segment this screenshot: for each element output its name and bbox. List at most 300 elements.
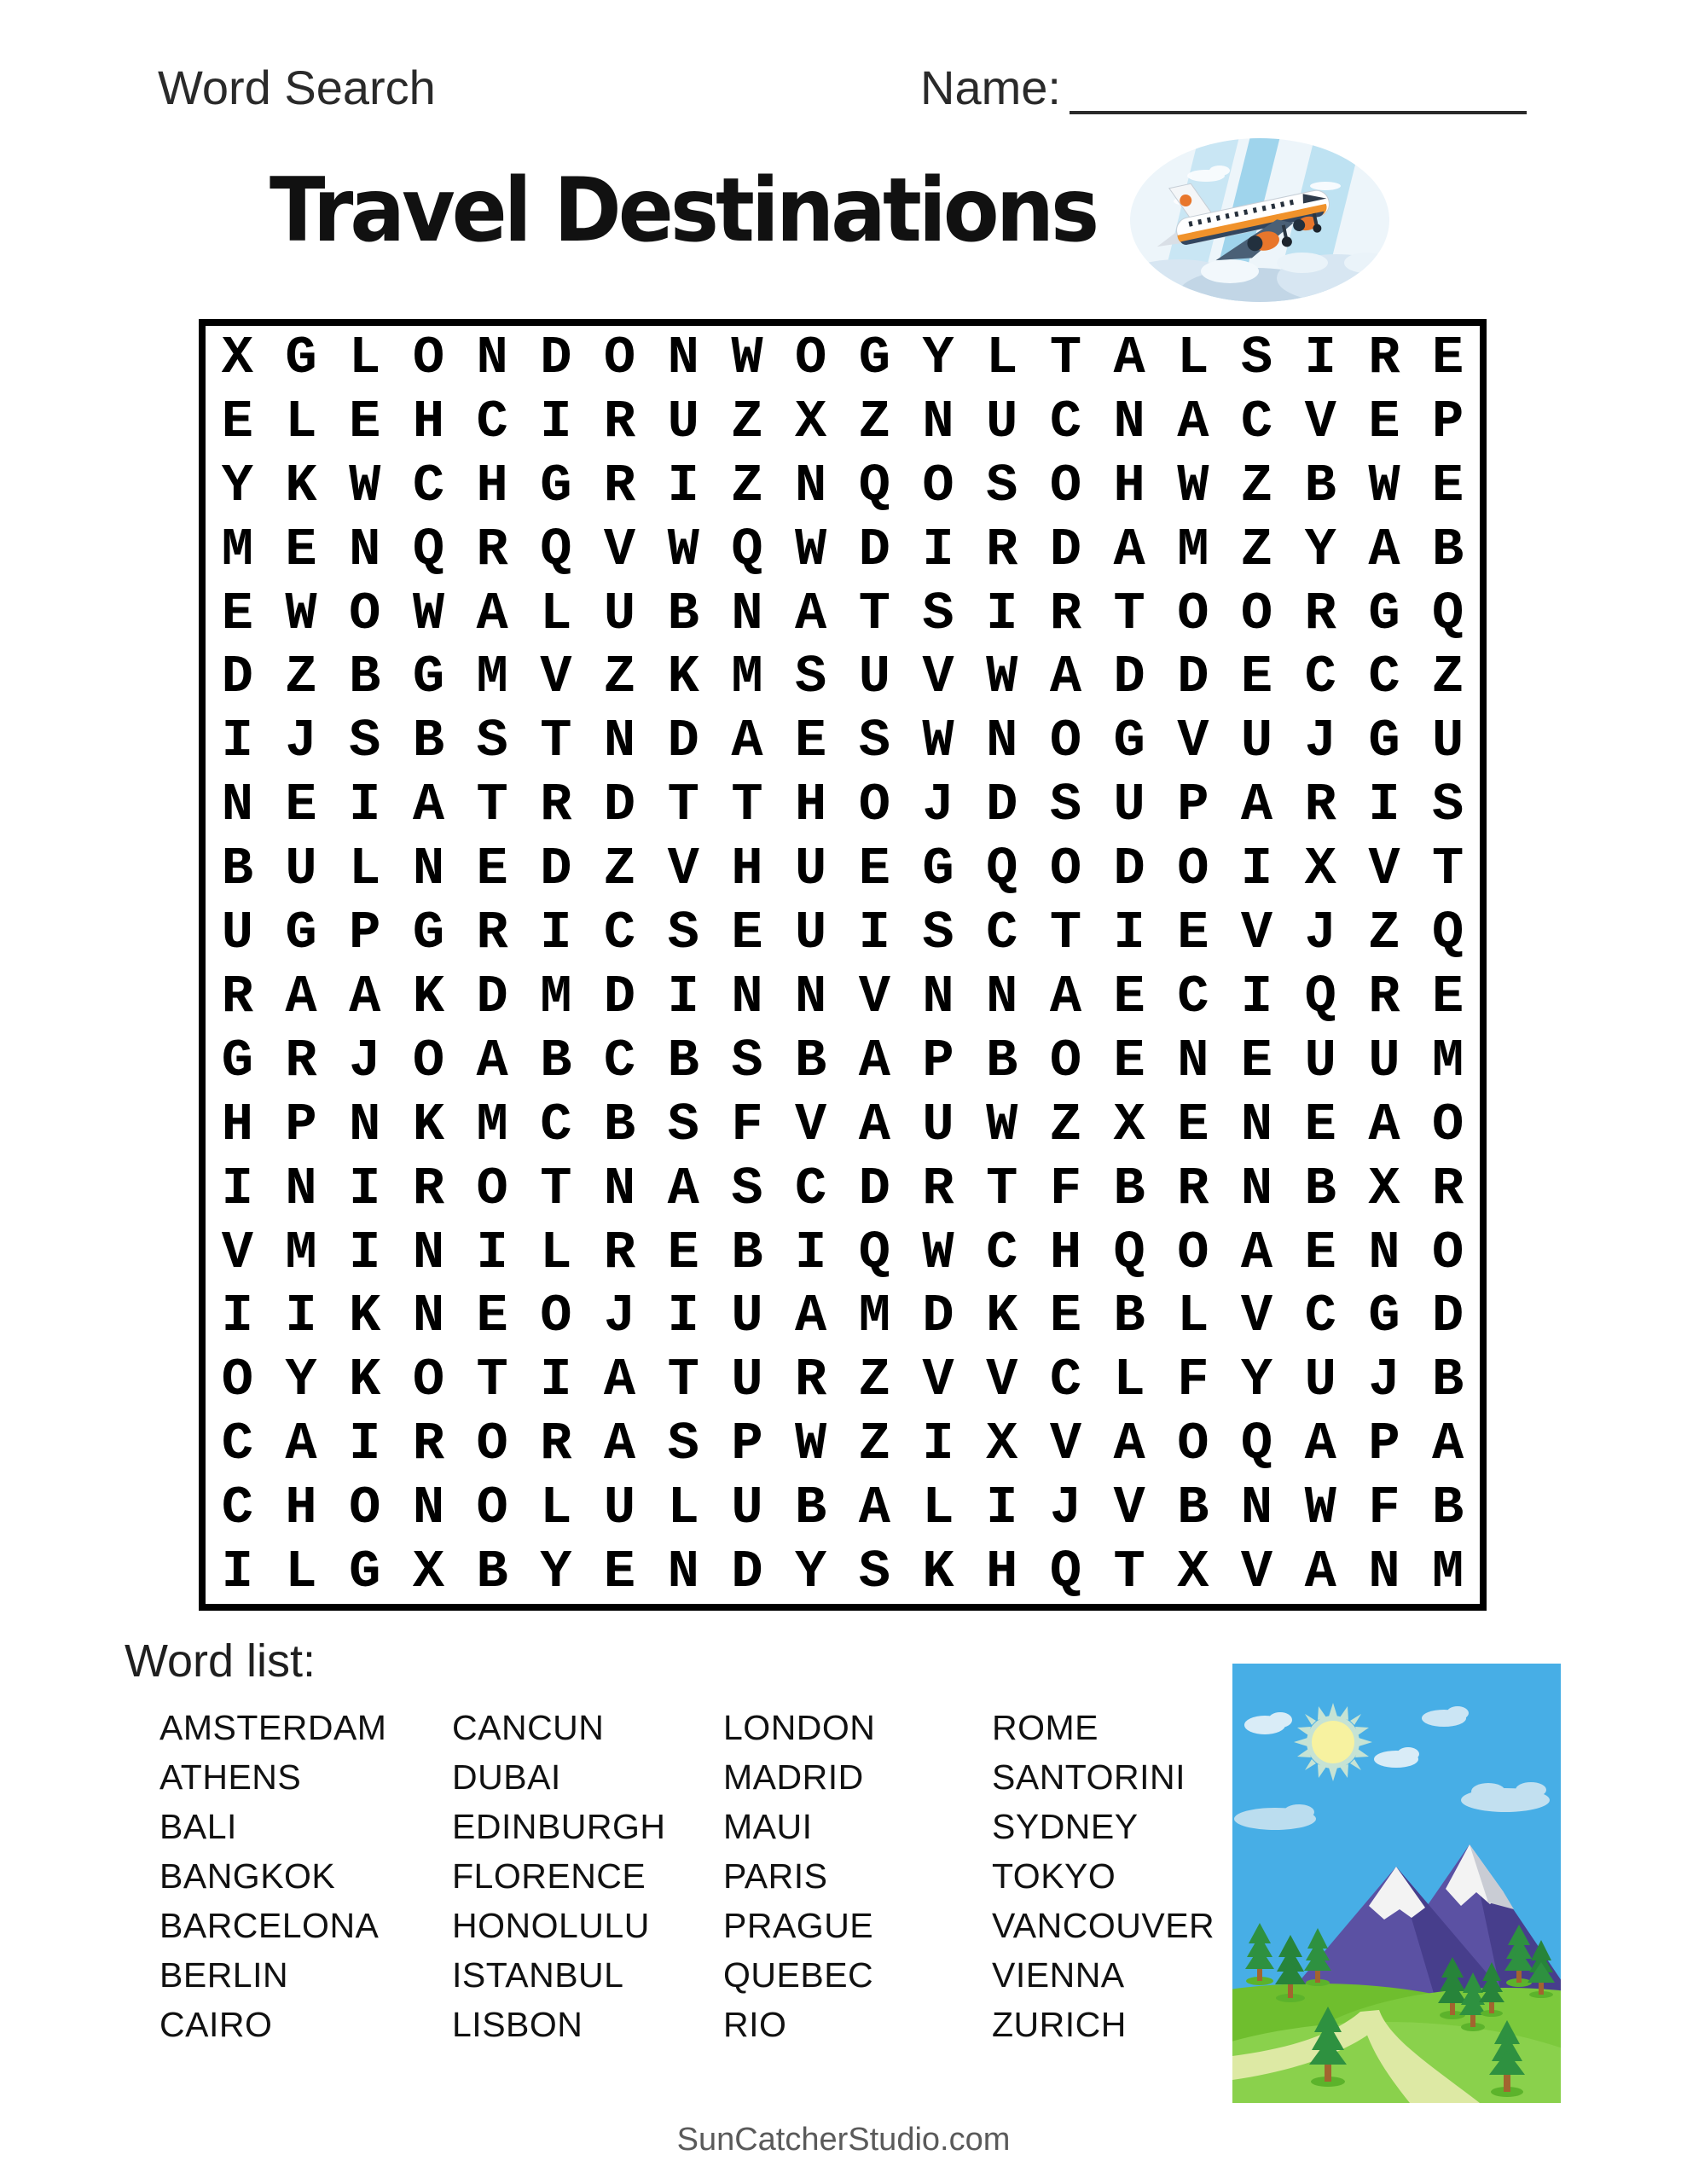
grid-cell-r15c19: N (1368, 1222, 1400, 1283)
grid-cell-r2c15: N (1113, 391, 1145, 452)
grid-cell-r19c5: O (476, 1478, 508, 1539)
grid-cell-r6c18: C (1304, 647, 1336, 708)
grid-cell-r6c20: Z (1432, 647, 1464, 708)
grid-cell-r6c17: E (1240, 647, 1273, 708)
grid-cell-r7c11: S (858, 711, 890, 772)
grid-cell-r16c12: D (922, 1286, 954, 1347)
grid-cell-r19c18: W (1304, 1478, 1336, 1539)
grid-cell-r18c12: I (922, 1414, 954, 1475)
grid-cell-r15c2: M (285, 1222, 317, 1283)
grid-cell-r13c11: A (858, 1094, 890, 1155)
grid-cell-r1c19: R (1368, 327, 1400, 388)
grid-cell-r8c11: O (858, 775, 890, 836)
word-item: CAIRO (159, 2005, 273, 2044)
word-item: EDINBURGH (452, 1807, 666, 1846)
grid-cell-r3c5: H (476, 455, 508, 516)
letter-grid (206, 326, 1480, 1604)
grid-cell-r3c4: C (412, 455, 445, 516)
grid-cell-r9c20: T (1432, 839, 1464, 900)
grid-cell-r7c13: N (986, 711, 1018, 772)
grid-cell-r3c16: W (1177, 455, 1209, 516)
grid-cell-r17c2: Y (285, 1350, 317, 1411)
grid-cell-r5c9: N (731, 583, 763, 644)
grid-cell-r20c16: X (1177, 1542, 1209, 1603)
grid-cell-r16c11: M (858, 1286, 890, 1347)
grid-cell-r11c20: E (1432, 966, 1464, 1027)
word-item: VIENNA (992, 1955, 1125, 1995)
word-item: VANCOUVER (992, 1906, 1215, 1945)
grid-cell-r10c9: E (731, 903, 763, 964)
grid-cell-r13c3: N (349, 1094, 381, 1155)
grid-cell-r12c9: S (731, 1030, 763, 1091)
grid-cell-r11c11: V (858, 966, 890, 1027)
grid-cell-r5c4: W (412, 583, 445, 644)
grid-cell-r11c5: D (476, 966, 508, 1027)
word-item: MAUI (723, 1807, 813, 1846)
grid-cell-r16c19: G (1368, 1286, 1400, 1347)
grid-cell-r20c12: K (922, 1542, 954, 1603)
grid-cell-r2c3: E (349, 391, 381, 452)
grid-cell-r7c2: J (285, 711, 317, 772)
grid-cell-r12c10: B (795, 1030, 827, 1091)
grid-cell-r18c4: R (412, 1414, 445, 1475)
grid-cell-r11c10: N (795, 966, 827, 1027)
grid-cell-r8c6: R (540, 775, 572, 836)
grid-cell-r20c15: T (1113, 1542, 1145, 1603)
grid-cell-r16c8: I (667, 1286, 699, 1347)
grid-cell-r14c12: R (922, 1158, 954, 1219)
grid-cell-r6c6: V (540, 647, 572, 708)
grid-cell-r3c17: Z (1240, 455, 1273, 516)
grid-cell-r4c13: R (986, 519, 1018, 580)
grid-cell-r3c12: O (922, 455, 954, 516)
grid-cell-r11c6: M (540, 966, 572, 1027)
grid-cell-r6c7: Z (603, 647, 636, 708)
grid-cell-r11c13: N (986, 966, 1018, 1027)
grid-cell-r6c12: V (922, 647, 954, 708)
grid-cell-r9c15: D (1113, 839, 1145, 900)
grid-cell-r5c1: E (221, 583, 253, 644)
grid-cell-r14c3: I (349, 1158, 381, 1219)
grid-cell-r7c10: E (795, 711, 827, 772)
grid-cell-r16c10: A (795, 1286, 827, 1347)
grid-cell-r9c8: V (667, 839, 699, 900)
grid-cell-r9c5: E (476, 839, 508, 900)
grid-cell-r5c8: B (667, 583, 699, 644)
grid-cell-r3c19: W (1368, 455, 1400, 516)
grid-cell-r9c19: V (1368, 839, 1400, 900)
grid-cell-r6c13: W (986, 647, 1018, 708)
grid-cell-r12c1: G (221, 1030, 253, 1091)
grid-cell-r16c6: O (540, 1286, 572, 1347)
worksheet-type-label: Word Search (158, 61, 436, 114)
grid-cell-r11c9: N (731, 966, 763, 1027)
grid-cell-r11c3: A (349, 966, 381, 1027)
grid-cell-r20c13: H (986, 1542, 1018, 1603)
grid-cell-r20c8: N (667, 1542, 699, 1603)
grid-cell-r12c20: M (1432, 1030, 1464, 1091)
grid-cell-r18c6: R (540, 1414, 572, 1475)
word-item: ATHENS (159, 1757, 302, 1797)
grid-cell-r10c18: J (1304, 903, 1336, 964)
grid-cell-r3c1: Y (221, 455, 253, 516)
grid-cell-r20c5: B (476, 1542, 508, 1603)
grid-cell-r7c16: V (1177, 711, 1209, 772)
grid-cell-r3c2: K (285, 455, 317, 516)
grid-cell-r4c12: I (922, 519, 954, 580)
grid-cell-r7c1: I (221, 711, 253, 772)
grid-cell-r15c20: O (1432, 1222, 1464, 1283)
grid-cell-r20c3: G (349, 1542, 381, 1603)
grid-cell-r4c4: Q (412, 519, 445, 580)
grid-cell-r20c9: D (731, 1542, 763, 1603)
word-column (723, 1703, 875, 2049)
grid-cell-r14c4: R (412, 1158, 445, 1219)
grid-cell-r13c2: P (285, 1094, 317, 1155)
grid-cell-r4c11: D (858, 519, 890, 580)
word-item: AMSTERDAM (159, 1708, 387, 1747)
word-item: BERLIN (159, 1955, 289, 1995)
grid-cell-r17c5: T (476, 1350, 508, 1411)
grid-cell-r2c16: A (1177, 391, 1209, 452)
grid-cell-r13c19: A (1368, 1094, 1400, 1155)
grid-cell-r5c16: O (1177, 583, 1209, 644)
grid-cell-r18c13: X (986, 1414, 1018, 1475)
word-column (159, 1703, 386, 2049)
grid-cell-r17c3: K (349, 1350, 381, 1411)
word-item: SYDNEY (992, 1807, 1139, 1846)
grid-cell-r16c15: B (1113, 1286, 1145, 1347)
grid-cell-r6c1: D (221, 647, 253, 708)
grid-cell-r1c16: L (1177, 327, 1209, 388)
grid-cell-r13c14: Z (1049, 1094, 1082, 1155)
grid-cell-r3c9: Z (731, 455, 763, 516)
grid-cell-r5c10: A (795, 583, 827, 644)
grid-cell-r9c13: Q (986, 839, 1018, 900)
grid-cell-r13c5: M (476, 1094, 508, 1155)
grid-cell-r4c9: Q (731, 519, 763, 580)
grid-cell-r18c3: I (349, 1414, 381, 1475)
grid-cell-r16c4: N (412, 1286, 445, 1347)
grid-cell-r18c10: W (795, 1414, 827, 1475)
grid-cell-r5c7: U (603, 583, 636, 644)
grid-cell-r10c1: U (221, 903, 253, 964)
grid-cell-r2c18: V (1304, 391, 1336, 452)
grid-cell-r8c14: S (1049, 775, 1082, 836)
grid-cell-r11c12: N (922, 966, 954, 1027)
grid-cell-r14c11: D (858, 1158, 890, 1219)
grid-cell-r4c19: A (1368, 519, 1400, 580)
grid-cell-r20c1: I (221, 1542, 253, 1603)
grid-cell-r19c1: C (221, 1478, 253, 1539)
grid-cell-r6c19: C (1368, 647, 1400, 708)
grid-cell-r5c14: R (1049, 583, 1082, 644)
grid-cell-r11c8: I (667, 966, 699, 1027)
grid-cell-r19c13: I (986, 1478, 1018, 1539)
grid-cell-r7c4: B (412, 711, 445, 772)
grid-cell-r14c13: T (986, 1158, 1018, 1219)
grid-cell-r16c14: E (1049, 1286, 1082, 1347)
grid-cell-r16c1: I (221, 1286, 253, 1347)
grid-cell-r5c11: T (858, 583, 890, 644)
grid-cell-r6c11: U (858, 647, 890, 708)
grid-cell-r2c6: I (540, 391, 572, 452)
grid-cell-r9c7: Z (603, 839, 636, 900)
grid-cell-r15c17: A (1240, 1222, 1273, 1283)
grid-cell-r19c20: B (1432, 1478, 1464, 1539)
grid-cell-r14c14: F (1049, 1158, 1082, 1219)
grid-cell-r7c5: S (476, 711, 508, 772)
grid-cell-r3c10: N (795, 455, 827, 516)
grid-cell-r20c11: S (858, 1542, 890, 1603)
grid-cell-r2c7: R (603, 391, 636, 452)
grid-cell-r6c5: M (476, 647, 508, 708)
grid-cell-r17c11: Z (858, 1350, 890, 1411)
grid-cell-r14c6: T (540, 1158, 572, 1219)
grid-cell-r8c9: T (731, 775, 763, 836)
grid-cell-r13c12: U (922, 1094, 954, 1155)
grid-cell-r18c7: A (603, 1414, 636, 1475)
grid-cell-r8c12: J (922, 775, 954, 836)
grid-cell-r17c7: A (603, 1350, 636, 1411)
grid-cell-r12c3: J (349, 1030, 381, 1091)
sun-icon (1294, 1703, 1372, 1781)
grid-cell-r2c19: E (1368, 391, 1400, 452)
grid-cell-r13c7: B (603, 1094, 636, 1155)
name-label: Name: (920, 61, 1061, 114)
grid-cell-r12c17: E (1240, 1030, 1273, 1091)
grid-cell-r13c13: W (986, 1094, 1018, 1155)
grid-cell-r19c8: L (667, 1478, 699, 1539)
grid-cell-r4c16: M (1177, 519, 1209, 580)
grid-cell-r8c17: A (1240, 775, 1273, 836)
grid-cell-r9c11: E (858, 839, 890, 900)
grid-cell-r15c12: W (922, 1222, 954, 1283)
grid-cell-r5c3: O (349, 583, 381, 644)
grid-cell-r5c12: S (922, 583, 954, 644)
grid-cell-r4c7: V (603, 519, 636, 580)
grid-cell-r18c20: A (1432, 1414, 1464, 1475)
grid-cell-r10c4: G (412, 903, 445, 964)
grid-cell-r17c9: U (731, 1350, 763, 1411)
grid-cell-r4c5: R (476, 519, 508, 580)
grid-cell-r15c15: Q (1113, 1222, 1145, 1283)
grid-cell-r15c8: E (667, 1222, 699, 1283)
name-blank-line (1070, 111, 1527, 114)
grid-cell-r7c6: T (540, 711, 572, 772)
word-item: DUBAI (452, 1757, 561, 1797)
grid-cell-r15c10: I (795, 1222, 827, 1283)
grid-cell-r7c7: N (603, 711, 636, 772)
grid-cell-r16c16: L (1177, 1286, 1209, 1347)
grid-cell-r10c17: V (1240, 903, 1273, 964)
grid-cell-r1c20: E (1432, 327, 1464, 388)
grid-cell-r19c9: U (731, 1478, 763, 1539)
grid-cell-r14c10: C (795, 1158, 827, 1219)
grid-cell-r18c1: C (221, 1414, 253, 1475)
grid-cell-r17c20: B (1432, 1350, 1464, 1411)
grid-cell-r2c9: Z (731, 391, 763, 452)
grid-cell-r6c9: M (731, 647, 763, 708)
grid-cell-r7c12: W (922, 711, 954, 772)
grid-cell-r7c3: S (349, 711, 381, 772)
grid-cell-r11c18: Q (1304, 966, 1336, 1027)
grid-cell-r2c20: P (1432, 391, 1464, 452)
grid-cell-r12c6: B (540, 1030, 572, 1091)
grid-cell-r10c15: I (1113, 903, 1145, 964)
grid-cell-r11c14: A (1049, 966, 1082, 1027)
grid-cell-r10c20: Q (1432, 903, 1464, 964)
grid-cell-r3c15: H (1113, 455, 1145, 516)
grid-cell-r4c18: Y (1304, 519, 1336, 580)
grid-cell-r12c11: A (858, 1030, 890, 1091)
airplane-illustration (1128, 135, 1392, 305)
grid-cell-r17c14: C (1049, 1350, 1082, 1411)
grid-cell-r15c14: H (1049, 1222, 1082, 1283)
grid-cell-r1c2: G (285, 327, 317, 388)
grid-cell-r12c7: C (603, 1030, 636, 1091)
grid-cell-r7c19: G (1368, 711, 1400, 772)
grid-cell-r4c8: W (667, 519, 699, 580)
grid-cell-r4c20: B (1432, 519, 1464, 580)
word-item: CANCUN (452, 1708, 605, 1747)
grid-cell-r10c6: I (540, 903, 572, 964)
grid-cell-r1c7: O (603, 327, 636, 388)
word-item: ROME (992, 1708, 1099, 1747)
grid-cell-r16c2: I (285, 1286, 317, 1347)
grid-cell-r18c15: A (1113, 1414, 1145, 1475)
grid-cell-r9c3: L (349, 839, 381, 900)
grid-cell-r3c8: I (667, 455, 699, 516)
grid-cell-r15c9: B (731, 1222, 763, 1283)
grid-cell-r8c2: E (285, 775, 317, 836)
grid-cell-r15c7: R (603, 1222, 636, 1283)
grid-cell-r8c13: D (986, 775, 1018, 836)
grid-cell-r12c12: P (922, 1030, 954, 1091)
word-item: BARCELONA (159, 1906, 380, 1945)
grid-cell-r8c16: P (1177, 775, 1209, 836)
grid-cell-r13c15: X (1113, 1094, 1145, 1155)
grid-cell-r2c12: N (922, 391, 954, 452)
word-item: SANTORINI (992, 1757, 1186, 1797)
grid-cell-r2c11: Z (858, 391, 890, 452)
grid-cell-r10c2: G (285, 903, 317, 964)
grid-cell-r16c7: J (603, 1286, 636, 1347)
grid-cell-r3c20: E (1432, 455, 1464, 516)
grid-cell-r6c8: K (667, 647, 699, 708)
grid-cell-r1c6: D (540, 327, 572, 388)
grid-cell-r19c4: N (412, 1478, 445, 1539)
grid-cell-r1c15: A (1113, 327, 1145, 388)
grid-cell-r9c1: B (221, 839, 253, 900)
grid-cell-r16c13: K (986, 1286, 1018, 1347)
grid-cell-r4c14: D (1049, 519, 1082, 580)
grid-cell-r9c4: N (412, 839, 445, 900)
word-item: ISTANBUL (452, 1955, 624, 1995)
grid-cell-r11c2: A (285, 966, 317, 1027)
grid-cell-r16c3: K (349, 1286, 381, 1347)
grid-cell-r2c10: X (795, 391, 827, 452)
grid-cell-r17c18: U (1304, 1350, 1336, 1411)
grid-cell-r2c1: E (221, 391, 253, 452)
word-item: BALI (159, 1807, 237, 1846)
grid-cell-r6c3: B (349, 647, 381, 708)
grid-cell-r8c3: I (349, 775, 381, 836)
grid-cell-r18c17: Q (1240, 1414, 1273, 1475)
grid-cell-r17c1: O (221, 1350, 253, 1411)
grid-cell-r18c11: Z (858, 1414, 890, 1475)
word-item: PARIS (723, 1856, 828, 1896)
grid-cell-r13c8: S (667, 1094, 699, 1155)
grid-cell-r8c10: H (795, 775, 827, 836)
grid-cell-r1c12: Y (922, 327, 954, 388)
grid-cell-r4c15: A (1113, 519, 1145, 580)
word-item: RIO (723, 2005, 787, 2044)
word-item: TOKYO (992, 1856, 1116, 1896)
grid-cell-r9c17: I (1240, 839, 1273, 900)
grid-cell-r1c11: G (858, 327, 890, 388)
grid-cell-r8c1: N (221, 775, 253, 836)
grid-cell-r1c3: L (349, 327, 381, 388)
grid-cell-r1c1: X (221, 327, 253, 388)
grid-cell-r13c20: O (1432, 1094, 1464, 1155)
puzzle-title: Travel Destinations (270, 159, 1097, 262)
grid-cell-r1c17: S (1240, 327, 1273, 388)
grid-cell-r15c6: L (540, 1222, 572, 1283)
word-item: LONDON (723, 1708, 876, 1747)
grid-cell-r7c9: A (731, 711, 763, 772)
grid-cell-r17c8: T (667, 1350, 699, 1411)
grid-cell-r10c7: C (603, 903, 636, 964)
grid-cell-r10c12: S (922, 903, 954, 964)
grid-cell-r13c17: N (1240, 1094, 1273, 1155)
grid-cell-r2c13: U (986, 391, 1018, 452)
word-item: FLORENCE (452, 1856, 646, 1896)
grid-cell-r18c18: A (1304, 1414, 1336, 1475)
grid-cell-r10c10: U (795, 903, 827, 964)
landscape-icon (1232, 1664, 1561, 2103)
grid-cell-r5c15: T (1113, 583, 1145, 644)
grid-cell-r20c18: A (1304, 1542, 1336, 1603)
grid-cell-r15c11: Q (858, 1222, 890, 1283)
grid-cell-r2c14: C (1049, 391, 1082, 452)
grid-cell-r12c16: N (1177, 1030, 1209, 1091)
grid-cell-r17c4: O (412, 1350, 445, 1411)
grid-cell-r17c17: Y (1240, 1350, 1273, 1411)
grid-cell-r8c5: T (476, 775, 508, 836)
grid-cell-r14c8: A (667, 1158, 699, 1219)
grid-cell-r13c18: E (1304, 1094, 1336, 1155)
grid-cell-r4c6: Q (540, 519, 572, 580)
grid-cell-r7c20: U (1432, 711, 1464, 772)
grid-cell-r1c5: N (476, 327, 508, 388)
grid-cell-r19c11: A (858, 1478, 890, 1539)
word-column (452, 1703, 666, 2049)
grid-cell-r5c5: A (476, 583, 508, 644)
grid-cell-r5c20: Q (1432, 583, 1464, 644)
grid-cell-r10c5: R (476, 903, 508, 964)
grid-cell-r2c4: H (412, 391, 445, 452)
grid-cell-r17c10: R (795, 1350, 827, 1411)
grid-cell-r19c10: B (795, 1478, 827, 1539)
grid-cell-r18c14: V (1049, 1414, 1082, 1475)
grid-cell-r20c4: X (412, 1542, 445, 1603)
grid-cell-r10c3: P (349, 903, 381, 964)
grid-cell-r3c13: S (986, 455, 1018, 516)
footer-site-text: SunCatcherStudio.com (676, 2122, 1011, 2158)
grid-cell-r14c9: S (731, 1158, 763, 1219)
grid-cell-r2c5: C (476, 391, 508, 452)
